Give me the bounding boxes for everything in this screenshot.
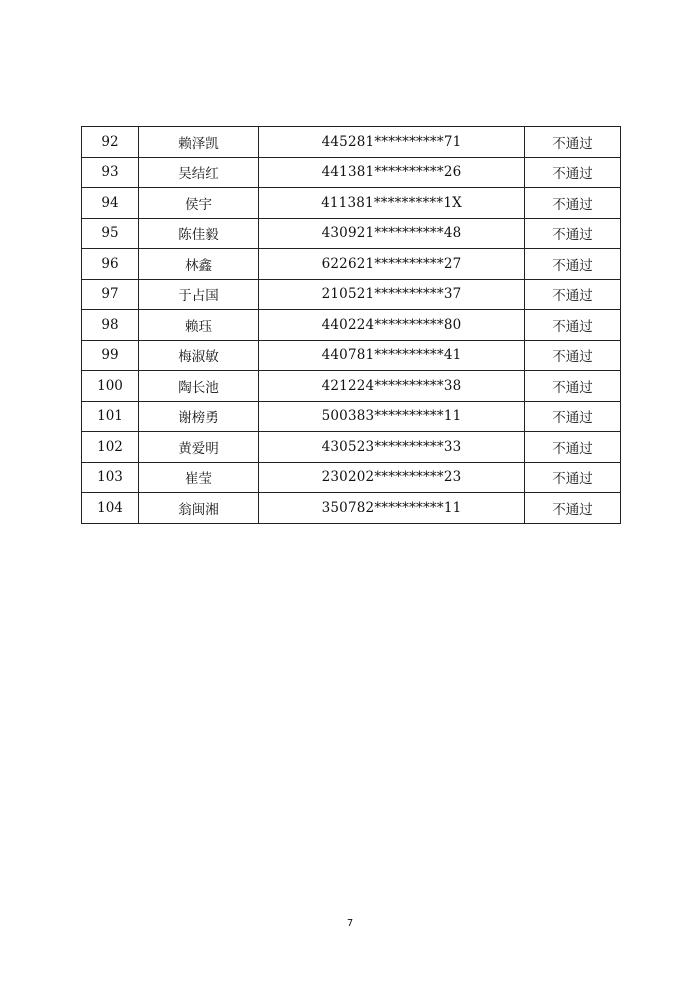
table-row: [82, 432, 621, 463]
table-row: [82, 188, 621, 219]
id-number-cell: 210521**********37: [259, 279, 525, 310]
result-cell: 不通过: [525, 127, 621, 158]
result-cell: 不通过: [525, 249, 621, 280]
result-cell: 不通过: [525, 401, 621, 432]
row-number-cell: 100: [82, 371, 139, 402]
name-cell: 黄爱明: [139, 432, 259, 463]
result-cell: 不通过: [525, 310, 621, 341]
name-cell: 侯宇: [139, 188, 259, 219]
row-number-cell: 99: [82, 340, 139, 371]
row-number-cell: 104: [82, 493, 139, 524]
row-number-cell: 95: [82, 218, 139, 249]
row-number-cell: 94: [82, 188, 139, 219]
row-number-cell: 103: [82, 462, 139, 493]
table-row: [82, 279, 621, 310]
result-cell: 不通过: [525, 432, 621, 463]
table-row: [82, 340, 621, 371]
id-number-cell: 445281**********71: [259, 127, 525, 158]
id-number-cell: 430921**********48: [259, 218, 525, 249]
name-cell: 林鑫: [139, 249, 259, 280]
name-cell: 于占国: [139, 279, 259, 310]
name-cell: 赖珏: [139, 310, 259, 341]
table-row: [82, 371, 621, 402]
name-cell: 陶长池: [139, 371, 259, 402]
id-number-cell: 622621**********27: [259, 249, 525, 280]
result-cell: 不通过: [525, 493, 621, 524]
table-row: [82, 218, 621, 249]
id-number-cell: 440224**********80: [259, 310, 525, 341]
row-number-cell: 102: [82, 432, 139, 463]
result-cell: 不通过: [525, 188, 621, 219]
table-row: [82, 127, 621, 158]
id-number-cell: 441381**********26: [259, 157, 525, 188]
id-number-cell: 230202**********23: [259, 462, 525, 493]
table-row: [82, 157, 621, 188]
name-cell: 崔莹: [139, 462, 259, 493]
id-number-cell: 440781**********41: [259, 340, 525, 371]
row-number-cell: 93: [82, 157, 139, 188]
name-cell: 吴结红: [139, 157, 259, 188]
result-cell: 不通过: [525, 157, 621, 188]
id-number-cell: 421224**********38: [259, 371, 525, 402]
results-table: [81, 126, 621, 524]
id-number-cell: 411381**********1X: [259, 188, 525, 219]
table-row: [82, 462, 621, 493]
name-cell: 谢榜勇: [139, 401, 259, 432]
name-cell: 翁闽湘: [139, 493, 259, 524]
id-number-cell: 500383**********11: [259, 401, 525, 432]
table-row: [82, 401, 621, 432]
result-cell: 不通过: [525, 340, 621, 371]
result-cell: 不通过: [525, 462, 621, 493]
row-number-cell: 101: [82, 401, 139, 432]
result-cell: 不通过: [525, 218, 621, 249]
id-number-cell: 350782**********11: [259, 493, 525, 524]
result-cell: 不通过: [525, 279, 621, 310]
row-number-cell: 96: [82, 249, 139, 280]
row-number-cell: 98: [82, 310, 139, 341]
name-cell: 梅淑敏: [139, 340, 259, 371]
name-cell: 赖泽凯: [139, 127, 259, 158]
name-cell: 陈佳毅: [139, 218, 259, 249]
table-row: [82, 493, 621, 524]
result-cell: 不通过: [525, 371, 621, 402]
table-row: [82, 310, 621, 341]
id-number-cell: 430523**********33: [259, 432, 525, 463]
row-number-cell: 92: [82, 127, 139, 158]
page-number: 7: [346, 918, 354, 929]
results-table-body: [82, 127, 621, 524]
row-number-cell: 97: [82, 279, 139, 310]
table-row: [82, 249, 621, 280]
